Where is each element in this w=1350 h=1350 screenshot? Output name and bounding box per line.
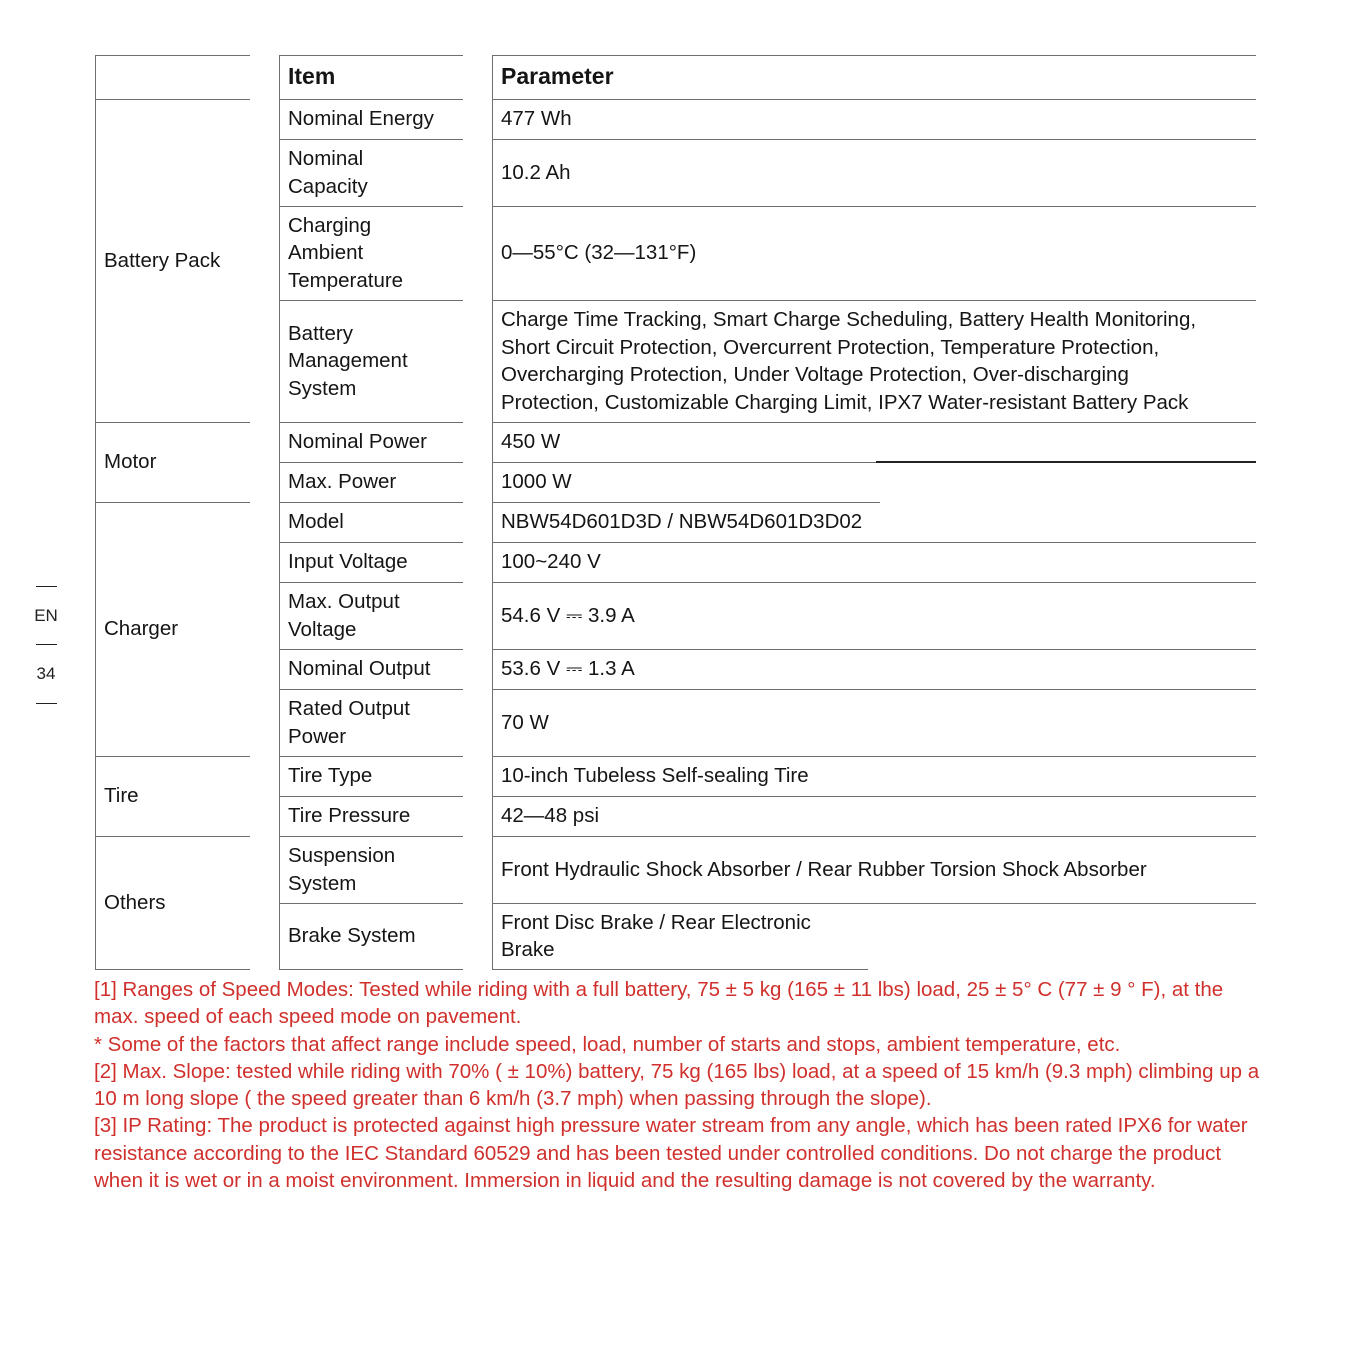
spec-category: Charger bbox=[104, 617, 179, 641]
spec-category: Tire bbox=[104, 784, 139, 808]
spec-parameter: 53.6 V ⎓ 1.3 A bbox=[501, 657, 635, 681]
footnote-3: [3] IP Rating: The product is protected against high pressure water stream from any angle, which has been rated IPX6 for water resistance according to the IEC Standard 60529 and has been tested under controlled conditions. Do not charge the product when it is wet or in a moist environment. Immersion in liquid and the resulting damage is not covered by the warranty. bbox=[94, 1114, 1248, 1193]
spec-item: Max. Output Voltage bbox=[288, 590, 400, 641]
column-border bbox=[95, 55, 96, 969]
spec-parameter: 10-inch Tubeless Self-sealing Tire bbox=[501, 764, 809, 788]
footnote-range-factors: * Some of the factors that affect range include speed, load, number of starts and stops, ambient temperature, etc. bbox=[94, 1032, 1121, 1056]
spec-parameter: 70 W bbox=[501, 710, 549, 734]
spec-item: Nominal Capacity bbox=[288, 147, 368, 198]
spec-parameter: 42—48 psi bbox=[501, 804, 600, 828]
page-number: 34 bbox=[36, 664, 56, 683]
column-border bbox=[492, 55, 493, 969]
column-border bbox=[279, 55, 280, 969]
footnote-1: [1] Ranges of Speed Modes: Tested while riding with a full battery, 75 ± 5 kg (165 ± 11 lbs) load, 25 ± 5° C (77 ± 9 ° F), at the max. speed of each speed mode on pavement. bbox=[94, 978, 1224, 1029]
table-rule bbox=[279, 969, 463, 970]
spec-parameter: 477 Wh bbox=[501, 107, 572, 131]
header-parameter: Parameter bbox=[501, 63, 614, 90]
spec-parameter: Front Disc Brake / Rear Electronic Brake bbox=[501, 910, 811, 961]
table-rule bbox=[95, 969, 250, 970]
side-divider bbox=[36, 703, 57, 704]
spec-parameter: NBW54D601D3D / NBW54D601D3D02 bbox=[501, 510, 863, 534]
side-divider bbox=[36, 586, 57, 587]
side-divider bbox=[36, 644, 57, 645]
footnotes bbox=[94, 976, 1264, 1194]
language-label: EN bbox=[34, 606, 58, 625]
header-category bbox=[104, 55, 244, 99]
spec-parameter: 450 W bbox=[501, 430, 561, 454]
spec-item: Nominal Energy bbox=[288, 107, 434, 131]
spec-parameter: 0—55°C (32—131°F) bbox=[501, 241, 697, 265]
spec-item: Max. Power bbox=[288, 470, 397, 494]
spec-item: Charging Ambient Temperature bbox=[288, 213, 404, 292]
spec-item: Nominal Output bbox=[288, 657, 431, 681]
spec-parameter: 1000 W bbox=[501, 470, 572, 494]
spec-item: Nominal Power bbox=[288, 430, 427, 454]
spec-parameter: 100~240 V bbox=[501, 550, 601, 574]
spec-parameter: Front Hydraulic Shock Absorber / Rear Rubber Torsion Shock Absorber bbox=[501, 857, 1147, 881]
spec-item: Suspension System bbox=[288, 844, 396, 895]
spec-category: Motor bbox=[104, 450, 157, 474]
footnote-2: [2] Max. Slope: tested while riding with 70% ( ± 10%) battery, 75 kg (165 lbs) load, at a speed of 15 km/h (9.3 mph) climbing up a 10 m long slope ( the speed greater than 6 km/h (3.7 mph) when passing through the slope). bbox=[94, 1059, 1260, 1111]
spec-item: Brake System bbox=[288, 924, 416, 948]
spec-item: Input Voltage bbox=[288, 550, 408, 574]
spec-parameter: Charge Time Tracking, Smart Charge Scheduling, Battery Health Monitoring, Short Circuit Protection, Overcurrent Protection, Temperature Protection, Overcharging Protection, Under Voltage Protection, Over-discharging Protection, Customizable Charging Limit, IPX7 Water-resistant Battery Pack bbox=[501, 308, 1197, 414]
spec-item: Tire Pressure bbox=[288, 804, 411, 828]
spec-parameter: 54.6 V ⎓ 3.9 A bbox=[501, 603, 635, 627]
spec-category: Battery Pack bbox=[104, 248, 221, 272]
spec-category: Others bbox=[104, 890, 166, 914]
table-rule bbox=[492, 969, 868, 970]
spec-parameter: 10.2 Ah bbox=[501, 160, 571, 184]
spec-item: Model bbox=[288, 510, 344, 534]
spec-item: Rated Output Power bbox=[288, 697, 410, 748]
spec-item: Battery Management System bbox=[288, 321, 408, 400]
spec-item: Tire Type bbox=[288, 764, 373, 788]
header-item: Item bbox=[288, 63, 336, 90]
